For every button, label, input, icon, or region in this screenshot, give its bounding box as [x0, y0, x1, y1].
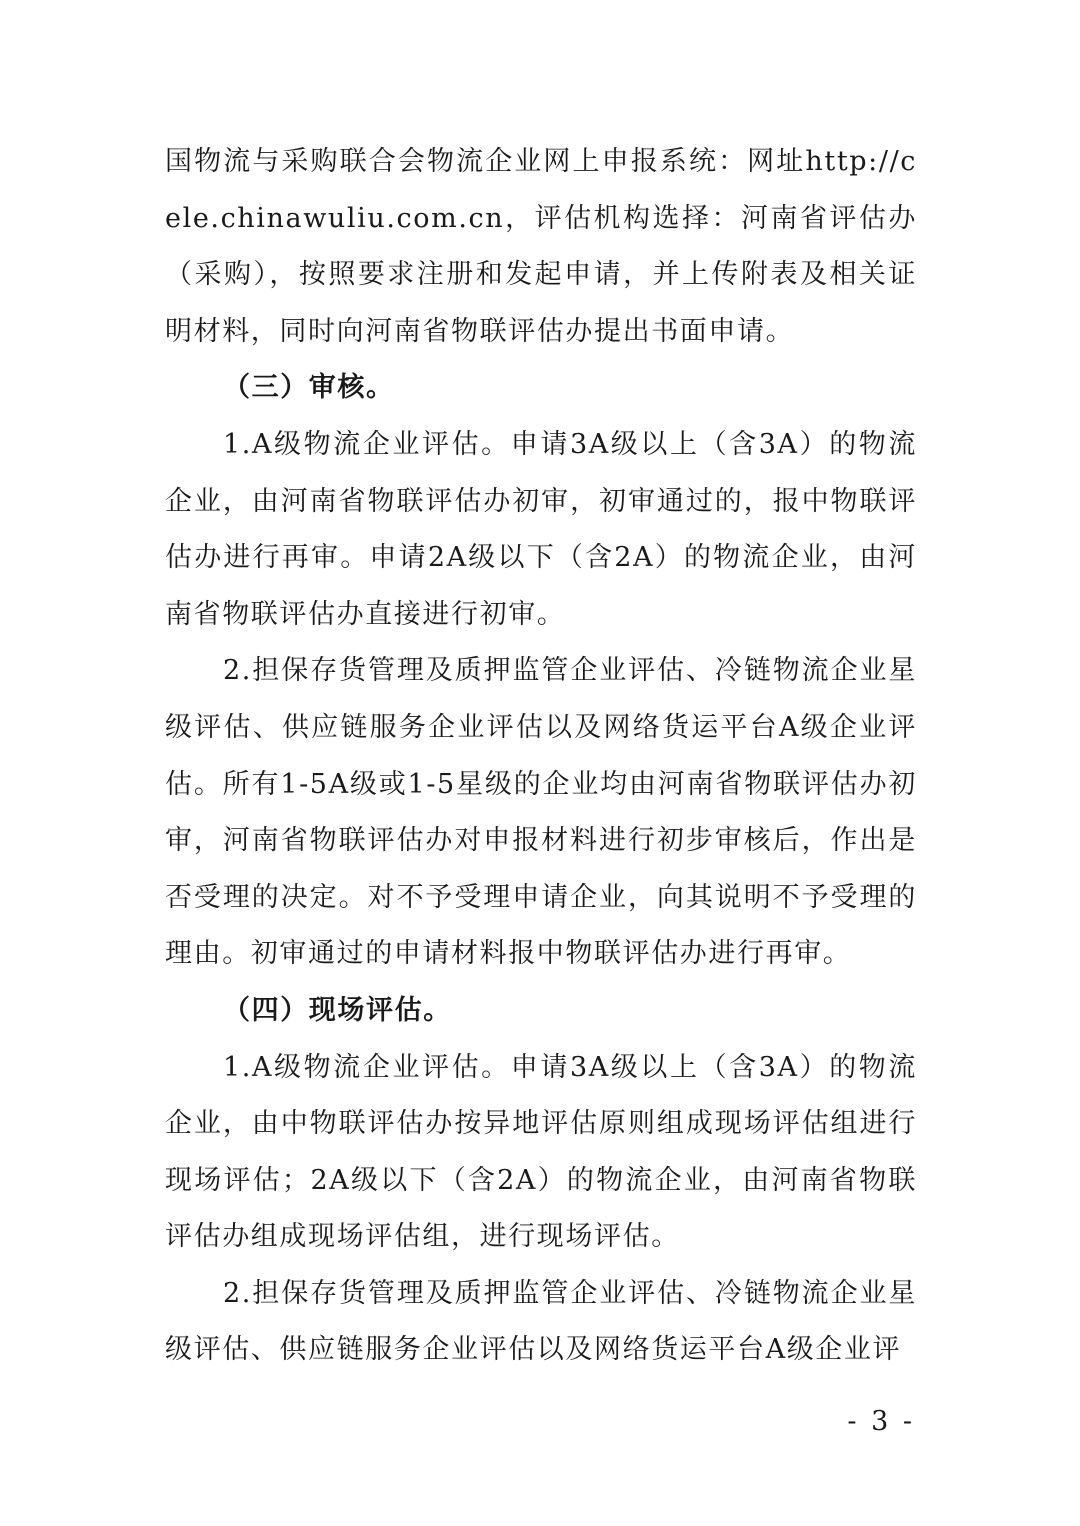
paragraph-online-application: 国物流与采购联合会物流企业网上申报系统：网址http://cele.chinawuliu.com.cn，评估机构选择：河南省评估办（采购），按照要求注册和发起申请，并上传附表及相关证明材料，同时向河南省物联评估办提出书面申请。: [165, 146, 917, 347]
document-body: [165, 134, 917, 1379]
paragraph-onsite-other-types: 2.担保存货管理及质押监管企业评估、冷链物流企业星级评估、供应链服务企业评估以及网络货运平台A级企业评: [165, 1277, 917, 1366]
page-number: - 3 -: [847, 1406, 915, 1437]
paragraph-review-a-level: 1.A级物流企业评估。申请3A级以上（含3A）的物流企业，由河南省物联评估办初审，初审通过的，报中物联评估办进行再审。申请2A级以下（含2A）的物流企业，由河南省物联评估办直接进行初审。: [165, 428, 917, 630]
section-heading-review: （三）审核。: [223, 372, 395, 404]
section-heading-onsite-evaluation: （四）现场评估。: [223, 994, 452, 1026]
paragraph-review-other-types: 2.担保存货管理及质押监管企业评估、冷链物流企业星级评估、供应链服务企业评估以及网络货运平台A级企业评估。所有1-5A级或1-5星级的企业均由河南省物联评估办初审，河南省物联评估办对申报材料进行初步审核后，作出是否受理的决定。对不予受理申请企业，向其说明不予受理的理由。初审通过的申请材料报中物联评估办进行再审。: [165, 655, 917, 970]
paragraph-onsite-a-level: 1.A级物流企业评估。申请3A级以上（含3A）的物流企业，由中物联评估办按异地评估原则组成现场评估组进行现场评估；2A级以下（含2A）的物流企业，由河南省物联评估办组成现场评估组，进行现场评估。: [165, 1051, 917, 1253]
